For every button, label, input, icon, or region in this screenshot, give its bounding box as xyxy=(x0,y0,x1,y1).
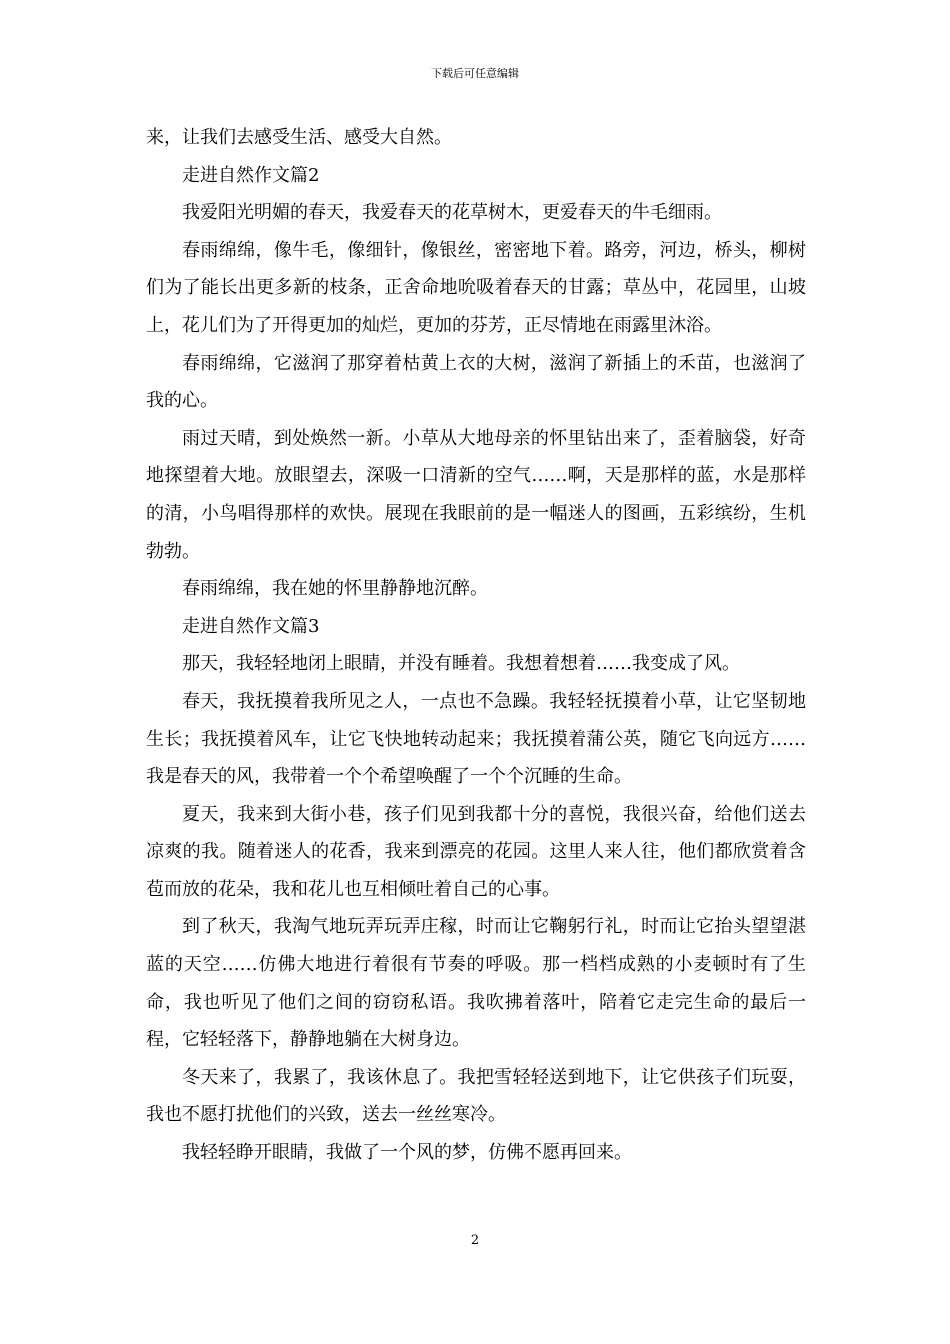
paragraph: 来，让我们去感受生活、感受大自然。 xyxy=(146,127,452,148)
paragraph: 冬天来了，我累了，我该休息了。我把雪轻轻送到地下，让它供孩子们玩耍，我也不愿打扰他们的兴致，送去一丝丝寒冷。 xyxy=(146,1066,806,1126)
paragraph: 春雨绵绵，像牛毛，像细针，像银丝，密密地下着。路旁，河边，桥头，柳树们为了能长出更多新的枝条，正舍命地吮吸着春天的甘露；草丛中，花园里，山坡上，花儿们为了开得更加的灿烂，更加的芬芳，正尽情地在雨露里沐浴。 xyxy=(146,239,806,336)
section-heading: 走进自然作文篇2 xyxy=(182,164,320,186)
paragraph: 我轻轻睁开眼睛，我做了一个风的梦，仿佛不愿再回来。 xyxy=(182,1142,632,1164)
page-header: 下载后可任意编辑 xyxy=(431,67,519,80)
paragraph: 我爱阳光明媚的春天，我爱春天的花草树木，更爱春天的牛毛细雨。 xyxy=(182,202,722,224)
paragraph: 春雨绵绵，我在她的怀里静静地沉醉。 xyxy=(182,578,488,600)
paragraph: 到了秋天，我淘气地玩弄玩弄庄稼，时而让它鞠躬行礼，时而让它抬头望望湛蓝的天空……仿佛大地进行着很有节奏的呼吸。那一档档成熟的小麦顿时有了生命，我也听见了他们之间的窃窃私语。我吹拂着落叶，陪着它走完生命的最后一程，它轻轻落下，静静地躺在大树身边。 xyxy=(146,916,806,1051)
paragraph: 春天，我抚摸着我所见之人，一点也不急躁。我轻轻抚摸着小草，让它坚韧地生长；我抚摸着风车，让它飞快地转动起来；我抚摸着蒲公英，随它飞向远方……我是春天的风，我带着一个个希望唤醒了一个个沉睡的生命。 xyxy=(146,690,806,788)
page-number: 2 xyxy=(470,1233,480,1248)
section-heading: 走进自然作文篇3 xyxy=(182,615,320,637)
paragraph: 夏天，我来到大街小巷，孩子们见到我都十分的喜悦，我很兴奋，给他们送去凉爽的我。随着迷人的花香，我来到漂亮的花园。这里人来人往，他们都欣赏着含苞而放的花朵，我和花儿也互相倾吐着自己的心事。 xyxy=(146,803,806,900)
document-body xyxy=(146,119,806,1172)
paragraph: 春雨绵绵，它滋润了那穿着枯黄上衣的大树，滋润了新插上的禾苗，也滋润了我的心。 xyxy=(146,352,806,412)
paragraph: 雨过天晴，到处焕然一新。小草从大地母亲的怀里钻出来了，歪着脑袋，好奇地探望着大地。放眼望去，深吸一口清新的空气……啊，天是那样的蓝，水是那样的清，小鸟唱得那样的欢快。展现在我眼前的是一幅迷人的图画，五彩缤纷，生机勃勃。 xyxy=(146,427,806,562)
paragraph: 那天，我轻轻地闭上眼睛，并没有睡着。我想着想着……我变成了风。 xyxy=(182,653,740,675)
